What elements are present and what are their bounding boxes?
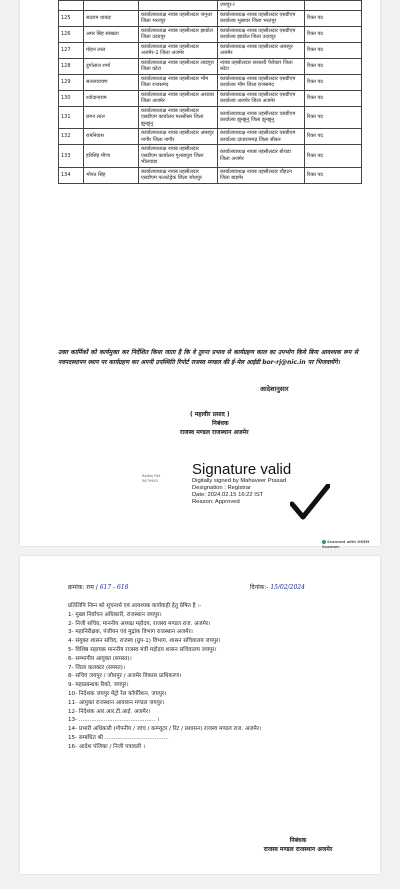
copy-item: 6- सम्भागीय आयुक्त (समस्त)। — [68, 655, 132, 662]
checkmark-icon — [290, 484, 330, 520]
copy-item: 4- संयुक्त शासन सचिव, राजस्व (ग्रुप-1) विभाग, शासन सचिवालय जयपुर। — [68, 638, 221, 645]
serial-cell — [59, 1, 84, 11]
from-post-cell: कार्यालयाध्यक्ष नायब तहसीलदार भीम जिला राजसमंद — [139, 74, 218, 90]
from-post-cell: कार्यालयाध्यक्ष नायब तहसीलदार जनूथर जिला भरतपुर — [139, 10, 218, 26]
table-row — [59, 106, 362, 129]
document-page-2 — [20, 556, 380, 874]
from-post-cell: कार्यालयाध्यक्ष नायब तहसीलदार अरडका जिला अजमेर — [139, 90, 218, 106]
status-cell: रिक्त पद — [305, 106, 362, 129]
copy-item: 2- निजी सचिव, माननीय अध्यक्ष महोदय, राजस्व मण्डल राज. अजमेर। — [68, 620, 211, 627]
table-row — [59, 10, 362, 26]
name-cell: भोपत सिंह — [84, 167, 139, 183]
serial-cell: 130 — [59, 90, 84, 106]
status-cell: रिक्त पद — [305, 145, 362, 168]
status-cell: रिक्त पद — [305, 90, 362, 106]
to-post-cell: कार्यालयाध्यक्ष नायब तहसीलदार एसडीएम कार्यालय झाडोल जिला उदयपुर — [218, 26, 305, 42]
copy-item: 10- निदेशक जयपुर मेट्रो रेल कॉर्पोरेशन, जयपुर। — [68, 690, 167, 697]
rajkaj-ref: RajKaj Ref 5679983 — [142, 474, 161, 483]
from-post-cell — [139, 1, 218, 11]
from-post-cell: कार्यालयाध्यक्ष नायब तहसीलदार लाडपुरा जिला कोटा — [139, 58, 218, 74]
status-cell — [305, 1, 362, 11]
table-row — [59, 26, 362, 42]
to-post-cell: कार्यालयाध्यक्ष नायब तहसीलदार एसडीएम कार्यालय भीम जिला राजसमंद — [218, 74, 305, 90]
scanner-watermark: Scanned with OKEN Scanner — [322, 539, 370, 549]
kramank: क्रमांक: राम / 617 - 618 — [68, 584, 129, 591]
to-post-cell: कार्यालयाध्यक्ष नायब तहसीलदार एसडीएम कार्यालय झुन्झुनू जिला झुन्झुनू — [218, 106, 305, 129]
signature-line-4: Reason: Approved — [192, 499, 240, 505]
signature-valid-heading: Signature valid — [192, 461, 292, 478]
copy-item: 8- सचिव जयपुर / जोधपुर / अजमेर विकास प्राधिकरण। — [68, 673, 182, 680]
signature-line-1: Digitally signed by Mahaveer Prasad — [192, 478, 287, 484]
table-row — [59, 74, 362, 90]
page2-signature-block — [248, 836, 348, 854]
copy-item: 12- निदेशक आर.आर.टी.आई. अजमेर। — [68, 708, 151, 715]
status-cell: रिक्त पद — [305, 129, 362, 145]
table-row — [59, 58, 362, 74]
table-row — [59, 145, 362, 168]
copy-item: 15- सम्बंधित श्री .................................... — [68, 734, 169, 741]
table-row — [59, 1, 362, 11]
to-post-cell: नायब तहसीलदार सरकारी पैरोकार जिला कोटा — [218, 58, 305, 74]
table-row — [59, 90, 362, 106]
to-post-cell: जयपुर-I — [218, 1, 305, 11]
to-post-cell: कार्यालयाध्यक्ष नायब तहसीलदार एसडीएम कार्यालय दांतारामगढ़ जिला सीकर — [218, 129, 305, 145]
kramank-value: 617 - 618 — [99, 584, 129, 591]
transfer-table-body — [59, 1, 362, 184]
serial-cell: 134 — [59, 167, 84, 183]
from-post-cell: कार्यालयाध्यक्ष नायब तहसीलदार एसडीएम कार्यालय मलसीसर जिला झुन्झुनू — [139, 106, 218, 129]
copy-items — [68, 611, 368, 752]
name-cell: सत्यनारायण — [84, 74, 139, 90]
copy-list — [68, 602, 368, 752]
instruction-paragraph: उक्त कार्मिकों को कार्यमुक्त कर निर्देशित किया जाता है कि वे तुरन्त प्रभाव से कार्यग्रहण काल का उपभोग किये बिना आवश्यक रूप से नवपदस्थापन स्थान पर कार्यग्रहण कर अपनी उपस्थिति रिपोर्ट राजस्व मण्डल की ई-मेल आईडी bor-rj@nic.in पर भिजवायेंगे। — [58, 349, 358, 366]
transfer-table — [58, 0, 362, 184]
copy-item: 3- महानिरीक्षक, पंजीयन एवं मुद्रांक विभाग राजस्थान अजमेर। — [68, 629, 193, 636]
copy-item: 16- आदेश पंजिका / निजी पत्रावली । — [68, 743, 146, 750]
status-cell: रिक्त पद — [305, 10, 362, 26]
from-post-cell: कार्यालयाध्यक्ष नायब तहसीलदार अजमेर-1 जिला अजमेर — [139, 42, 218, 58]
serial-cell: 132 — [59, 129, 84, 145]
copy-item: 9- महाप्रबन्धक रिको, जयपुर। — [68, 682, 129, 689]
name-cell — [84, 1, 139, 11]
copy-item: 7- जिला कलक्टर (समस्त)। — [68, 664, 125, 671]
serial-cell: 125 — [59, 10, 84, 26]
name-cell: सदराम धाकड़ — [84, 10, 139, 26]
name-cell: दुर्गालाल शर्मा — [84, 58, 139, 74]
serial-cell: 127 — [59, 42, 84, 58]
dinank-value: 15/02/2024 — [270, 584, 305, 591]
name-cell: छगन लाल — [84, 106, 139, 129]
status-cell: रिक्त पद — [305, 42, 362, 58]
to-post-cell: कार्यालयाध्यक्ष नायब तहसीलदार एसडीएम कार्यालय अजमेर जिला अजमेर — [218, 90, 305, 106]
name-cell: श्योदानाराम — [84, 90, 139, 106]
status-cell: रिक्त पद — [305, 167, 362, 183]
copy-item: 14- प्रभारी अधिकारी (गोपनीय / जांच / कम्प्यूटर / रिट / प्रशासन) राजस्व मण्डल राज. अजमेर। — [68, 726, 262, 733]
from-post-cell: कार्यालयाध्यक्ष नायब तहसीलदार एसडीएम फलाटेड्रेक जिला जोधपुर — [139, 167, 218, 183]
name-cell: मोहन लाल — [84, 42, 139, 58]
signature-block — [20, 410, 380, 437]
copy-item: 11- आयुक्त राजस्थान आवासन मण्डल जयपुर। — [68, 699, 165, 706]
order-label: आदेशानुसार — [260, 385, 289, 393]
copy-item: 1- मुख्य निर्वाचन अधिकारी, राजस्थान जयपुर। — [68, 611, 162, 618]
serial-cell: 128 — [59, 58, 84, 74]
name-cell: रामनिवास — [84, 129, 139, 145]
signature-line-2: Designation : Registrar — [192, 485, 251, 491]
serial-cell: 133 — [59, 145, 84, 168]
signature-line-3: Date: 2024.02.15 16:22 IST — [192, 492, 264, 498]
signatory-name: ( महावीर प्रसाद ) — [190, 411, 230, 418]
status-cell: रिक्त पद — [305, 26, 362, 42]
to-post-cell: कार्यालयाध्यक्ष नायब तहसीलदार बोराडा जिला अजमेर — [218, 145, 305, 168]
status-cell: रिक्त पद — [305, 74, 362, 90]
to-post-cell: कार्यालयाध्यक्ष नायब तहसीलदार आसपुर अजमेर — [218, 42, 305, 58]
copy-intro: प्रतिलिपि निम्न को सूचनार्थ एवं आवश्यक कार्यवाही हेतु प्रेषित है :- — [68, 603, 202, 609]
copy-item: 5- विशिष्ठ सहायक माननीय राजस्व मंत्री महोदय शासन सचिवालय जयपुर। — [68, 646, 217, 653]
from-post-cell: कार्यालयाध्यक्ष नायब तहसीलदार एसडीएम कार्यालय गुलाबपुरा जिला भीलवाड़ा — [139, 145, 218, 168]
page2-signatory-office: राजस्व मण्डल राजस्थान अजमेर — [263, 846, 333, 853]
from-post-cell: कार्यालयाध्यक्ष नायब तहसीलदार आसपुर नागौर जिला नागौर — [139, 129, 218, 145]
signatory-title: निबंधक — [212, 420, 229, 427]
dinank: दिनांक:- 15/02/2024 — [250, 584, 305, 591]
serial-cell: 126 — [59, 26, 84, 42]
table-row — [59, 167, 362, 183]
table-row — [59, 129, 362, 145]
name-cell: हरिसिंह मीणा — [84, 145, 139, 168]
to-post-cell: कार्यालयाध्यक्ष नायब तहसीलदार एसडीएम कार्यालय भुसावर जिला भरतपुर — [218, 10, 305, 26]
copy-item: 13- ........................................... । — [68, 717, 160, 724]
signatory-office: राजस्व मण्डल राजस्थान अजमेर — [180, 429, 249, 436]
table-row — [59, 42, 362, 58]
name-cell: अमर सिंह सांखला — [84, 26, 139, 42]
page2-signatory-title: निबंधक — [289, 837, 307, 844]
serial-cell: 129 — [59, 74, 84, 90]
from-post-cell: कार्यालयाध्यक्ष नायब तहसीलदार झाडोल जिला उदयपुर — [139, 26, 218, 42]
to-post-cell: कार्यालयाध्यक्ष नायब तहसीलदार चौहटन जिला बाड़मेर — [218, 167, 305, 183]
serial-cell: 131 — [59, 106, 84, 129]
status-cell: रिक्त पद — [305, 58, 362, 74]
document-page-1 — [20, 0, 380, 549]
